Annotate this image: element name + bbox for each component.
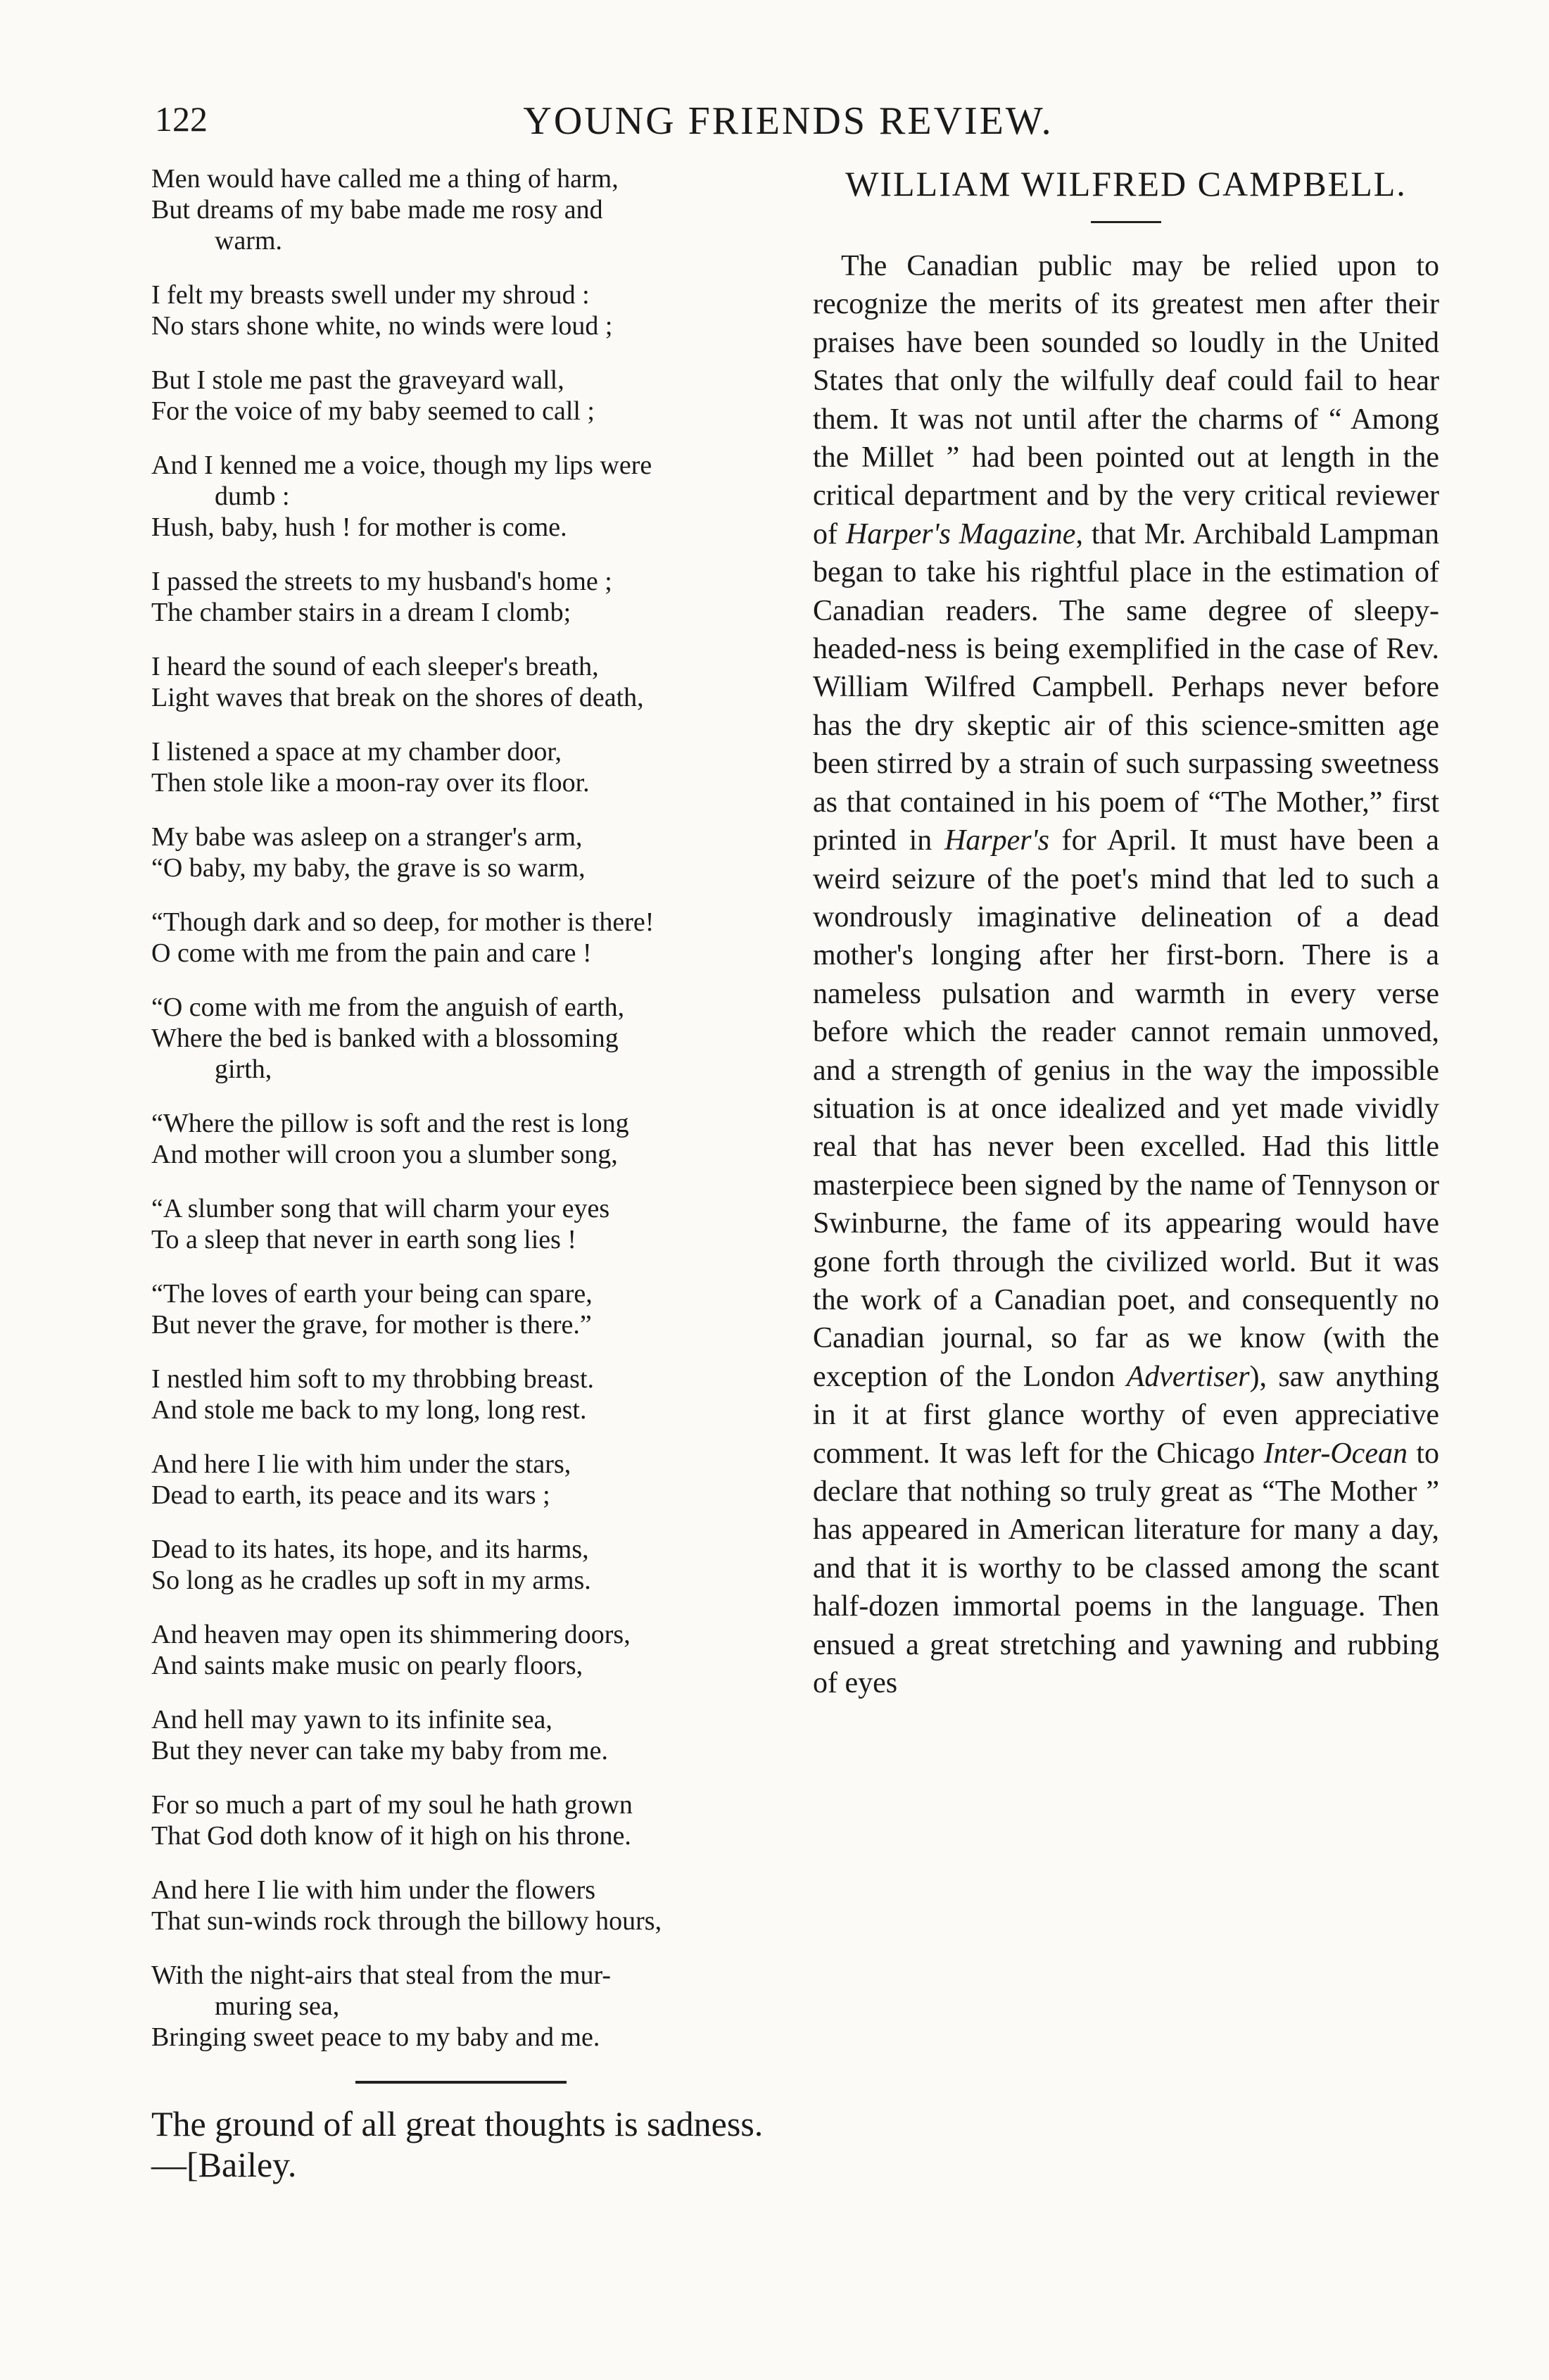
poem-line: “A slumber song that will charm your eyes: [151, 1194, 610, 1223]
poem-line: Dead to earth, its peace and its wars ;: [151, 1480, 550, 1510]
poem-stanza: [151, 1364, 771, 1425]
poem-line: With the night-airs that steal from the mur-: [151, 1960, 612, 1990]
poem-line: O come with me from the pain and care !: [151, 938, 592, 968]
article-text-4: ), saw anything in it at first glance worthy of even appreciative comment. It was left for the Chicago: [813, 1360, 1439, 1470]
closing-quote: The ground of all great thoughts is sadness.—[Bailey.: [151, 2104, 764, 2184]
poem-line: Where the bed is banked with a blossoming: [151, 1024, 619, 1053]
poem-stanza: [151, 1108, 771, 1170]
page-header: [155, 99, 1422, 155]
poem-line: Men would have called me a thing of harm,: [151, 164, 619, 194]
poem-line: But dreams of my babe made me rosy and: [151, 195, 603, 225]
poem-line: “Though dark and so deep, for mother is there!: [151, 907, 655, 937]
poem-stanza: [151, 1789, 771, 1851]
left-column: [151, 163, 771, 2185]
poem-stanza: [151, 1534, 771, 1596]
poem-line: The chamber stairs in a dream I clomb;: [151, 598, 571, 627]
poem: [151, 163, 771, 2053]
title-rule: [1091, 221, 1161, 223]
article-body: [813, 247, 1439, 1702]
poem-stanza: [151, 279, 771, 341]
poem-line: “O come with me from the anguish of earth,: [151, 993, 625, 1022]
article-text-5: to declare that nothing so truly great as “The Mother ” has appeared in American literature for many a day, and that it is worthy to be classed among the scant half-dozen immortal poems in the language. Then ensued a great stretching and yawning and rubbing of eyes: [813, 1437, 1440, 1700]
poem-line: For the voice of my baby seemed to call ;: [151, 396, 595, 426]
poem-line: And here I lie with him under the flowers: [151, 1875, 596, 1905]
poem-line: But they never can take my baby from me.: [151, 1736, 608, 1765]
poem-stanza: [151, 1193, 771, 1255]
poem-stanza: [151, 992, 771, 1085]
article-text-1: The Canadian public may be relied upon to recognize the merits of its greatest men after their praises have been sounded so loudly in the United States that only the wilfully deaf could fail to hear them. It was not until after the charms of “ Among the Millet ” had been pointed out at length in the critical department and by the very critical reviewer of: [813, 250, 1439, 550]
poem-stanza: [151, 907, 771, 969]
poem-line: No stars shone white, no winds were loud ;: [151, 311, 613, 341]
poem-stanza: [151, 1704, 771, 1766]
poem-line: Dead to its hates, its hope, and its harms,: [151, 1535, 589, 1564]
poem-stanza: [151, 651, 771, 713]
poem-stanza: [151, 1619, 771, 1681]
poem-line: And here I lie with him under the stars,: [151, 1449, 571, 1479]
poem-line: “Where the pillow is soft and the rest is long: [151, 1109, 629, 1138]
article-italic-2: Harper's: [944, 824, 1049, 857]
poem-line: And I kenned me a voice, though my lips were: [151, 451, 652, 480]
poem-line: I heard the sound of each sleeper's breath,: [151, 652, 599, 681]
poem-line: Light waves that break on the shores of death,: [151, 683, 644, 712]
poem-line: girth,: [215, 1054, 272, 1084]
divider-rule: [355, 2081, 567, 2084]
poem-stanza: [151, 736, 771, 798]
right-column: [813, 163, 1439, 1702]
poem-stanza: [151, 1449, 771, 1511]
poem-stanza: [151, 566, 771, 628]
poem-line: Hush, baby, hush ! for mother is come.: [151, 512, 567, 542]
poem-line: That sun-winds rock through the billowy hours,: [151, 1906, 662, 1936]
poem-line: For so much a part of my soul he hath grown: [151, 1790, 633, 1820]
poem-line: And stole me back to my long, long rest.: [151, 1395, 587, 1425]
poem-line: My babe was asleep on a stranger's arm,: [151, 822, 583, 852]
poem-line: That God doth know of it high on his throne.: [151, 1821, 631, 1851]
running-title: YOUNG FRIENDS REVIEW.: [523, 99, 1054, 143]
article-text-2: , that Mr. Archibald Lampman began to take his rightful place in the estimation of Canadian readers. The same degree of sleepy-headed-ness is being exemplified in the case of Rev. William Wilfred Campbell. Perhaps never before has the dry skeptic air of this science-smitten age been stirred by a strain of such surpassing sweetness as that contained in his poem of “The Mother,” first printed in: [813, 517, 1439, 857]
page-number: 122: [155, 99, 208, 139]
poem-stanza: [151, 1960, 771, 2053]
poem-line: “O baby, my baby, the grave is so warm,: [151, 853, 586, 883]
poem-line: dumb :: [215, 481, 290, 511]
article-italic-1: Harper's Magazine: [845, 517, 1076, 550]
poem-stanza: [151, 1278, 771, 1340]
poem-line: I listened a space at my chamber door,: [151, 737, 562, 767]
poem-line: warm.: [215, 226, 283, 256]
poem-line: I passed the streets to my husband's home ;: [151, 567, 612, 596]
poem-line: “The loves of earth your being can spare,: [151, 1279, 593, 1309]
article-title: WILLIAM WILFRED CAMPBELL.: [845, 164, 1407, 203]
poem-line: But I stole me past the graveyard wall,: [151, 365, 564, 395]
poem-line: And saints make music on pearly floors,: [151, 1651, 583, 1680]
poem-stanza: [151, 1875, 771, 1937]
article-italic-4: Inter-Ocean: [1263, 1437, 1408, 1470]
poem-line: To a sleep that never in earth song lies !: [151, 1225, 577, 1254]
poem-line: But never the grave, for mother is there.”: [151, 1310, 592, 1340]
poem-stanza: [151, 163, 771, 256]
poem-line: I nestled him soft to my throbbing breast.: [151, 1364, 595, 1394]
article-text-3: for April. It must have been a weird seizure of the poet's mind that led to such a wondrously imaginative delineation of a dead mother's longing after her first-born. There is a nameless pulsation and warmth in every verse before which the reader cannot remain unmoved, and a strength of genius in the way the impossible situation is at once idealized and yet made vividly real that has never been excelled. Had this little masterpiece been signed by the name of Tennyson or Swinburne, the fame of its appearing would have gone forth through the civilized world. But it was the work of a Canadian poet, and consequently no Canadian journal, so far as we know (with the exception of the London: [813, 824, 1439, 1393]
poem-line: So long as he cradles up soft in my arms.: [151, 1566, 591, 1595]
poem-stanza: [151, 365, 771, 427]
poem-line: Bringing sweet peace to my baby and me.: [151, 2022, 600, 2052]
poem-stanza: [151, 821, 771, 883]
poem-line: muring sea,: [215, 1991, 340, 2021]
poem-line: And mother will croon you a slumber song,: [151, 1140, 618, 1169]
poem-line: And heaven may open its shimmering doors,: [151, 1620, 631, 1649]
poem-line: And hell may yawn to its infinite sea,: [151, 1705, 552, 1734]
poem-line: Then stole like a moon-ray over its floor.: [151, 768, 590, 798]
poem-stanza: [151, 450, 771, 543]
article-italic-3: Advertiser: [1126, 1360, 1250, 1393]
poem-line: I felt my breasts swell under my shroud :: [151, 280, 590, 310]
